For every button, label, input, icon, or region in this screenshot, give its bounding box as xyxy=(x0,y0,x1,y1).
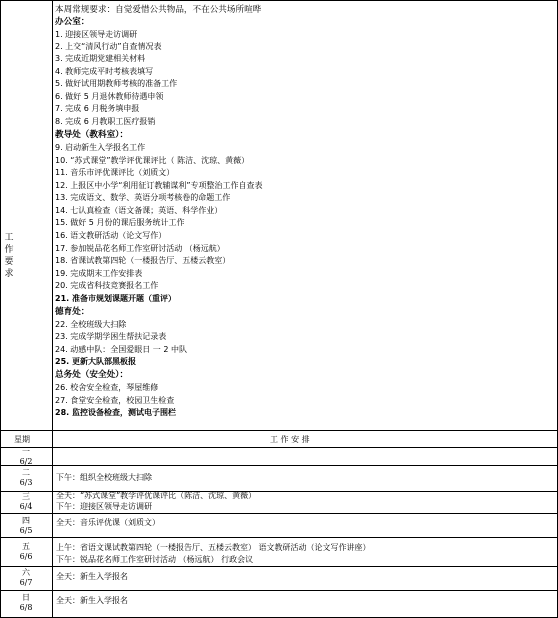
weekday: 四 xyxy=(22,516,30,525)
schedule-line: 全天：新生入学报名 xyxy=(56,596,128,605)
weekday: 五 xyxy=(22,542,30,551)
task-item: 20. 完成省科技竞赛报名工作 xyxy=(55,281,159,290)
weekday: 六 xyxy=(22,568,30,577)
section-label-work-requirements xyxy=(1,232,17,280)
section-label-char: 工 xyxy=(4,233,14,243)
task-item: 11. 音乐市评优课评比（刘质文） xyxy=(55,168,175,177)
task-item: 10. “苏式课堂”教学评优课评比（ 陈洁、沈琼、黄薇） xyxy=(55,156,250,165)
weekly-intro: 本周常规要求：自觉爱惜公共物品，不在公共场所喧哗 xyxy=(55,5,262,15)
day-cell-sat xyxy=(0,568,52,588)
weekday: 二 xyxy=(22,468,30,477)
date: 6/4 xyxy=(19,502,33,511)
section-label-char: 求 xyxy=(4,269,14,279)
group-title-moral-education: 德育处： xyxy=(55,307,90,317)
day-cell-sun xyxy=(0,593,52,613)
task-item: 16. 语文教研活动（论文写作） xyxy=(55,231,167,240)
task-item: 28. 监控设备检查，测试电子围栏 xyxy=(55,408,176,417)
task-item: 26. 校舍安全检查，琴屋维修 xyxy=(55,383,159,392)
group-title-academic: 教导处（教科室）： xyxy=(55,130,129,140)
task-item: 22. 全校班级大扫除 xyxy=(55,320,127,329)
day-row-divider xyxy=(0,590,558,591)
task-item: 12. 上报区中小学“利用征订教辅谋利”专项整治工作自查表 xyxy=(55,181,263,190)
section-divider xyxy=(0,430,558,431)
schedule-line: 下午：迎接区领导走访调研 xyxy=(56,502,152,511)
day-cell-wed xyxy=(0,492,52,512)
day-cell-fri xyxy=(0,542,52,562)
weekday: 一 xyxy=(22,447,30,456)
task-item: 15. 做好 5 月份的课后服务统计工作 xyxy=(55,218,185,227)
group-title-office: 办公室： xyxy=(55,17,90,27)
task-item: 25. 更新大队部黑板报 xyxy=(55,357,136,366)
schedule-line: 下午：锐品花名师工作室研讨活动 （杨远航） 行政会议 xyxy=(56,555,254,564)
schedule-header-day: 星期 xyxy=(14,435,30,444)
date: 6/3 xyxy=(19,478,33,487)
schedule-line: 全天：新生入学报名 xyxy=(56,572,128,581)
day-row-divider xyxy=(0,537,558,538)
day-row-divider xyxy=(0,566,558,567)
task-item: 14. 七认真检查（语文备课；英语、科学作业） xyxy=(55,206,223,215)
section-label-char: 要 xyxy=(4,257,14,267)
schedule-line: 全天：音乐评优课（刘质文） xyxy=(56,518,160,527)
date: 6/6 xyxy=(19,552,33,561)
task-item: 17. 参加锐品花名师工作室研讨活动 （杨远航） xyxy=(55,244,225,253)
task-item: 9. 启动新生入学报名工作 xyxy=(55,143,146,152)
task-item: 2. 上交“清风行动”自查情况表 xyxy=(55,42,162,51)
top-border xyxy=(0,0,558,1)
date: 6/5 xyxy=(19,526,33,535)
task-item: 6. 做好 5 月退休教师待遇申领 xyxy=(55,92,164,101)
weekday: 日 xyxy=(22,593,30,602)
section-label-char: 作 xyxy=(4,245,14,255)
task-item: 13. 完成语文、数学、英语分项考核卷的命题工作 xyxy=(55,193,231,202)
date: 6/8 xyxy=(19,603,33,612)
day-row-divider xyxy=(0,513,558,514)
task-item: 3. 完成近期党建相关材料 xyxy=(55,54,146,63)
schedule-header-plan: 工 作 安 排 xyxy=(270,435,310,444)
day-cell-thu xyxy=(0,516,52,536)
task-item: 18. 省课试教第四轮（一楼报告厅、五楼云教室） xyxy=(55,256,231,265)
task-item: 24. 动感中队：全国爱眼日 一 2 中队 xyxy=(55,345,187,354)
header-row-divider xyxy=(0,447,558,448)
schedule-line: 上午：省语文课试教第四轮（一楼报告厅、五楼云教室） 语文教研活动（论文写作讲座） xyxy=(56,543,371,552)
day-cell-tue xyxy=(0,468,52,488)
date: 6/2 xyxy=(19,457,33,466)
date: 6/7 xyxy=(19,578,33,587)
weekday: 三 xyxy=(22,492,30,501)
day-cell-mon xyxy=(0,447,52,467)
task-item: 7. 完成 6 月税务填申报 xyxy=(55,104,140,113)
task-item: 1. 迎接区领导走访调研 xyxy=(55,30,138,39)
task-item: 19. 完成期末工作安排表 xyxy=(55,269,143,278)
group-title-general-affairs: 总务处（安全处）： xyxy=(55,370,129,380)
task-item: 8. 完成 6 月教职工医疗报销 xyxy=(55,117,156,126)
task-item: 23. 完成学期学困生帮扶记录表 xyxy=(55,332,167,341)
column-divider xyxy=(52,0,53,618)
task-item: 4. 教师完成平时考核表填写 xyxy=(55,67,154,76)
schedule-line: 下午：组织全校班级大扫除 xyxy=(56,473,152,482)
task-item: 5. 做好试用期教师考核的准备工作 xyxy=(55,79,178,88)
day-row-divider xyxy=(0,465,558,466)
schedule-line: 全天：“苏式课堂”教学评优课评比（陈洁、沈琼、黄薇） xyxy=(56,491,257,500)
task-item: 21. 准备市规划课题开题（重评） xyxy=(55,294,176,303)
task-item: 27. 食堂安全检查，校园卫生检查 xyxy=(55,396,175,405)
